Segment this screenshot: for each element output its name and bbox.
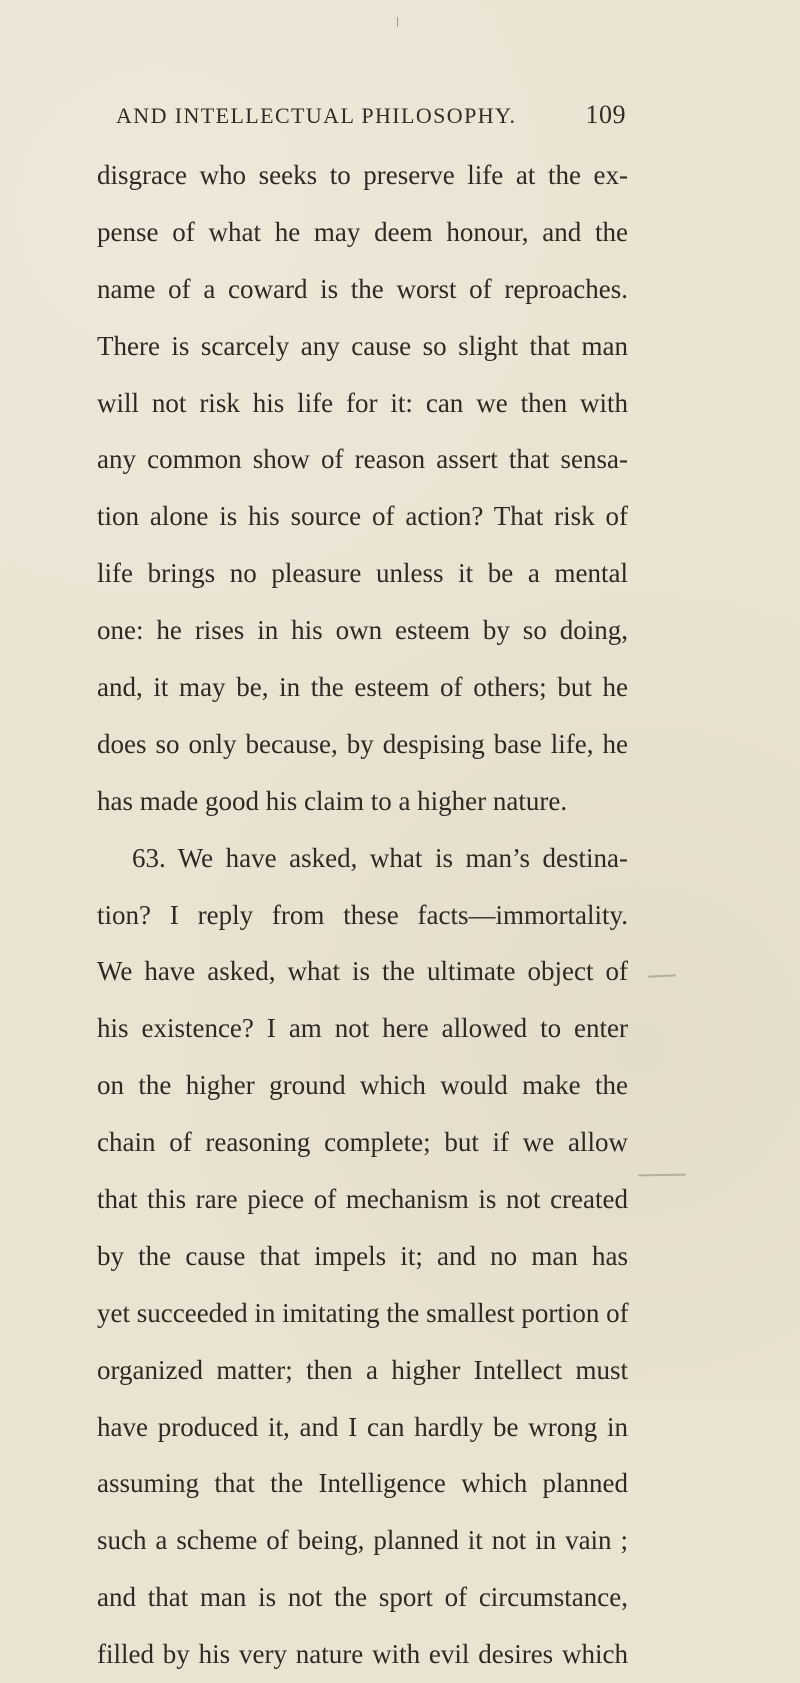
margin-mark: [648, 974, 676, 977]
text-line: filled by his very nature with evil desires which: [97, 1639, 628, 1670]
text-line: pense of what he may deem honour, and the: [97, 216, 628, 247]
text-line: There is scarcely any cause so slight that man: [97, 330, 628, 361]
text-line: by the cause that impels it; and no man has: [97, 1240, 628, 1271]
text-line: disgrace who seeks to preserve life at the ex-: [97, 160, 628, 190]
text-line: organized matter; then a higher Intellect must: [97, 1354, 628, 1385]
text-line: any common show of reason assert that sensa-: [97, 444, 628, 475]
text-line: assuming that the Intelligence which planned: [97, 1468, 628, 1499]
text-line: and, it may be, in the esteem of others; but he: [97, 672, 628, 703]
text-line: such a scheme of being, planned it not in vain ;: [97, 1525, 628, 1556]
text-line: name of a coward is the worst of reproaches.: [97, 273, 628, 304]
text-line: life brings no pleasure unless it be a mental: [97, 558, 628, 589]
page-header: [116, 100, 626, 140]
text-line: chain of reasoning complete; but if we allow: [97, 1127, 628, 1158]
text-line: has made good his claim to a higher nature.: [97, 785, 568, 816]
text-line: on the higher ground which would make the: [97, 1070, 628, 1101]
body-text: [97, 147, 628, 1683]
text-line: We have asked, what is the ultimate object of: [97, 956, 628, 987]
text-line: tion alone is his source of action? That risk of: [97, 501, 628, 532]
text-line: will not risk his life for it: can we then with: [97, 387, 628, 418]
ink-mark: [397, 17, 398, 27]
paragraph-start-line: 63. We have asked, what is man’s destina-: [132, 842, 628, 873]
running-head: AND INTELLECTUAL PHILOSOPHY.: [116, 103, 517, 128]
text-line: tion? I reply from these facts—immortality.: [97, 899, 628, 930]
text-line: yet succeeded in imitating the smallest portion of: [97, 1297, 629, 1328]
text-line: does so only because, by despising base life, he: [97, 728, 628, 759]
text-line: have produced it, and I can hardly be wrong in: [97, 1411, 628, 1442]
page-number: 109: [585, 100, 626, 129]
margin-mark: [638, 1174, 686, 1177]
text-line: one: he rises in his own esteem by so doing,: [97, 615, 628, 646]
text-line: and that man is not the sport of circumstance,: [97, 1582, 628, 1613]
text-line: that this rare piece of mechanism is not created: [97, 1184, 628, 1215]
text-line: his existence? I am not here allowed to enter: [97, 1013, 628, 1044]
